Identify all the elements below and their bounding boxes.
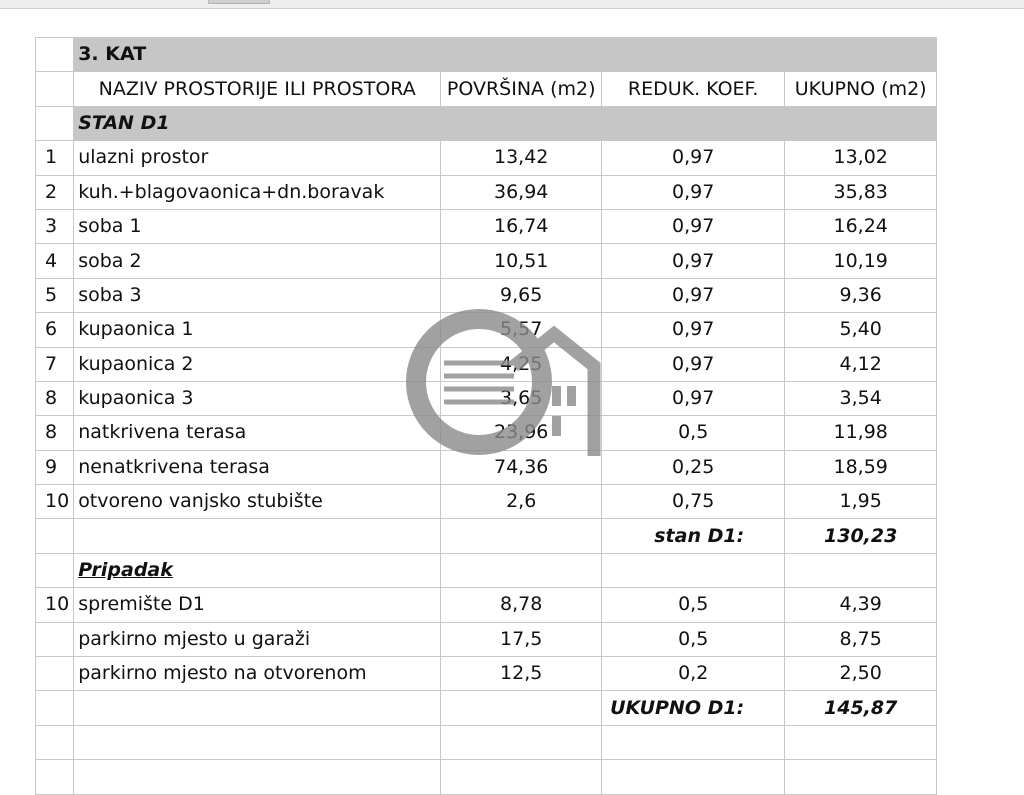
area-value: 23,96 (441, 416, 602, 450)
room-name: natkrivena terasa (74, 416, 441, 450)
empty-cell (602, 553, 785, 587)
row-number: 4 (36, 244, 74, 278)
empty-cell (36, 553, 74, 587)
area-value: 5,57 (441, 313, 602, 347)
row-number: 1 (36, 141, 74, 175)
row-number (36, 657, 74, 691)
group-title-row (36, 106, 937, 140)
row-number: 8 (36, 416, 74, 450)
room-name: parkirno mjesto u garaži (74, 622, 441, 656)
empty-cell (441, 760, 602, 794)
coefficient-value: 0,97 (602, 313, 785, 347)
area-value: 9,65 (441, 278, 602, 312)
annex-row (36, 588, 937, 622)
empty-cell (36, 760, 74, 794)
empty-cell (36, 519, 74, 553)
room-name: ulazni prostor (74, 141, 441, 175)
table-row (36, 485, 937, 519)
coefficient-value: 0,2 (602, 657, 785, 691)
area-value: 4,25 (441, 347, 602, 381)
empty-cell (441, 725, 602, 759)
area-table (35, 37, 937, 795)
total-value: 4,39 (785, 588, 937, 622)
row-number: 9 (36, 450, 74, 484)
table-row (36, 141, 937, 175)
area-value: 8,78 (441, 588, 602, 622)
coefficient-value: 0,5 (602, 622, 785, 656)
column-header-row (36, 72, 937, 106)
section-title-row (36, 38, 937, 72)
area-value: 16,74 (441, 209, 602, 243)
total-value: 8,75 (785, 622, 937, 656)
coefficient-value: 0,97 (602, 141, 785, 175)
row-number (36, 622, 74, 656)
grand-total-row (36, 691, 937, 725)
empty-cell (74, 725, 441, 759)
empty-cell (74, 760, 441, 794)
room-name: otvoreno vanjsko stubište (74, 485, 441, 519)
empty-cell (441, 553, 602, 587)
row-number: 10 (36, 588, 74, 622)
annex-row (36, 622, 937, 656)
empty-cell (602, 760, 785, 794)
blank-row (36, 725, 937, 759)
row-number: 7 (36, 347, 74, 381)
coefficient-value: 0,97 (602, 278, 785, 312)
total-value: 4,12 (785, 347, 937, 381)
total-value: 10,19 (785, 244, 937, 278)
browser-top-strip (0, 0, 1024, 9)
total-label: UKUPNO D1: (602, 691, 785, 725)
total-value: 1,95 (785, 485, 937, 519)
table-row (36, 381, 937, 415)
room-name: parkirno mjesto na otvorenom (74, 657, 441, 691)
area-value: 13,42 (441, 141, 602, 175)
room-name: kupaonica 3 (74, 381, 441, 415)
room-name: soba 2 (74, 244, 441, 278)
table-row (36, 450, 937, 484)
empty-cell (36, 725, 74, 759)
row-number: 8 (36, 381, 74, 415)
room-name: soba 1 (74, 209, 441, 243)
total-value: 18,59 (785, 450, 937, 484)
room-name: spremište D1 (74, 588, 441, 622)
table-row (36, 347, 937, 381)
empty-cell (602, 725, 785, 759)
area-value: 3,65 (441, 381, 602, 415)
subtotal-row (36, 519, 937, 553)
table-row (36, 209, 937, 243)
area-value: 12,5 (441, 657, 602, 691)
total-value: 5,40 (785, 313, 937, 347)
group-title: STAN D1 (74, 106, 937, 140)
coefficient-value: 0,97 (602, 175, 785, 209)
section-title: 3. KAT (74, 38, 937, 72)
annex-title: Pripadak (74, 553, 441, 587)
annex-title-row (36, 553, 937, 587)
row-number: 2 (36, 175, 74, 209)
row-number: 3 (36, 209, 74, 243)
coefficient-value: 0,97 (602, 244, 785, 278)
empty-cell (74, 519, 441, 553)
total-label: stan D1: (602, 519, 785, 553)
area-value: 10,51 (441, 244, 602, 278)
row-number: 5 (36, 278, 74, 312)
empty-cell (441, 691, 602, 725)
coefficient-value: 0,97 (602, 347, 785, 381)
tab-edge (208, 0, 270, 4)
row-number: 10 (36, 485, 74, 519)
table-row (36, 278, 937, 312)
area-value: 36,94 (441, 175, 602, 209)
total-amount: 145,87 (785, 691, 937, 725)
total-value: 3,54 (785, 381, 937, 415)
table-row (36, 416, 937, 450)
blank-row (36, 760, 937, 794)
empty-cell (785, 725, 937, 759)
room-name: kupaonica 1 (74, 313, 441, 347)
coefficient-value: 0,75 (602, 485, 785, 519)
room-name: soba 3 (74, 278, 441, 312)
empty-cell (74, 691, 441, 725)
area-value: 2,6 (441, 485, 602, 519)
coefficient-value: 0,97 (602, 381, 785, 415)
total-value: 9,36 (785, 278, 937, 312)
row-number: 6 (36, 313, 74, 347)
total-value: 2,50 (785, 657, 937, 691)
table-row (36, 313, 937, 347)
room-name: nenatkrivena terasa (74, 450, 441, 484)
column-header-area: POVRŠINA (m2) (441, 72, 602, 106)
column-header-name: NAZIV PROSTORIJE ILI PROSTORA (74, 72, 441, 106)
empty-cell (441, 519, 602, 553)
total-value: 16,24 (785, 209, 937, 243)
area-value: 17,5 (441, 622, 602, 656)
empty-cell (36, 691, 74, 725)
annex-row (36, 657, 937, 691)
column-header-coef: REDUK. KOEF. (602, 72, 785, 106)
room-name: kuh.+blagovaonica+dn.boravak (74, 175, 441, 209)
column-header-total: UKUPNO (m2) (785, 72, 937, 106)
total-value: 11,98 (785, 416, 937, 450)
table-row (36, 175, 937, 209)
coefficient-value: 0,5 (602, 588, 785, 622)
total-value: 35,83 (785, 175, 937, 209)
coefficient-value: 0,97 (602, 209, 785, 243)
room-name: kupaonica 2 (74, 347, 441, 381)
coefficient-value: 0,25 (602, 450, 785, 484)
empty-cell (785, 553, 937, 587)
coefficient-value: 0,5 (602, 416, 785, 450)
empty-cell (785, 760, 937, 794)
table-row (36, 244, 937, 278)
area-value: 74,36 (441, 450, 602, 484)
total-amount: 130,23 (785, 519, 937, 553)
total-value: 13,02 (785, 141, 937, 175)
